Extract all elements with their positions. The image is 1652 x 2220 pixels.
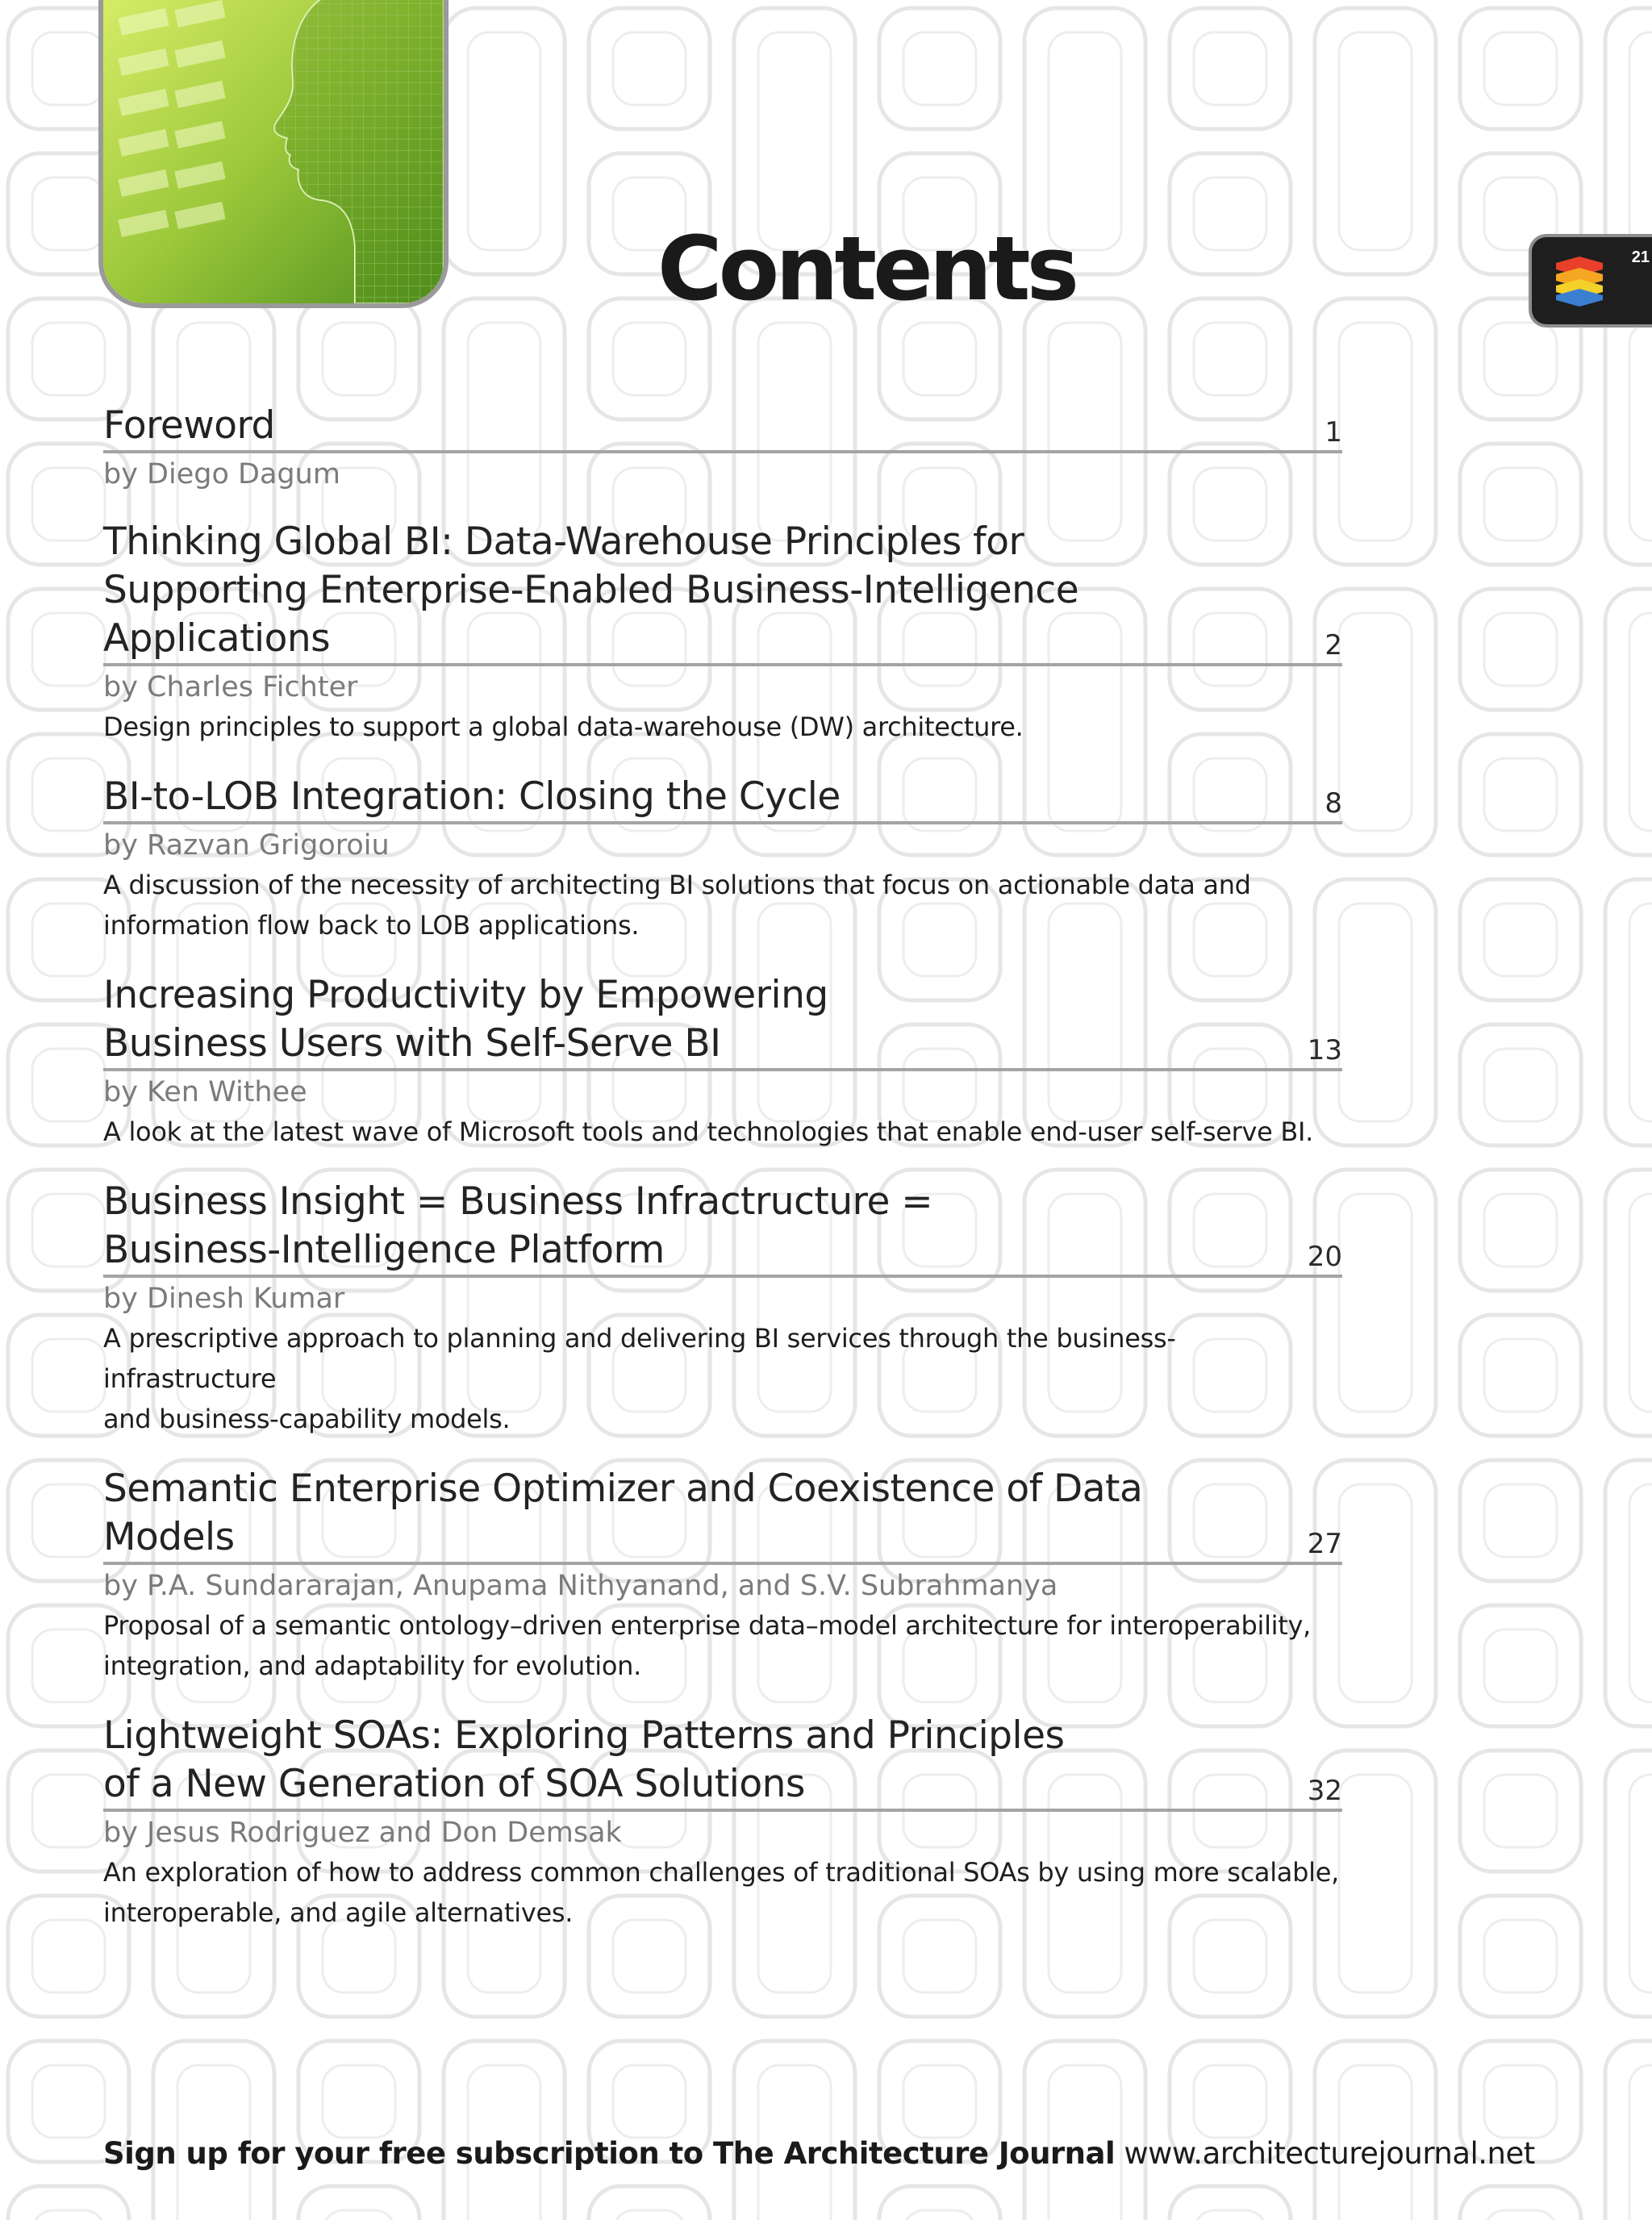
issue-number: 21 [1631, 248, 1650, 266]
toc-entry[interactable] [103, 518, 1342, 747]
toc-entry[interactable] [103, 773, 1342, 945]
article-byline: by Dinesh Kumar [103, 1283, 345, 1315]
toc-heading-row [103, 1712, 1342, 1812]
footer [103, 2136, 1535, 2171]
toc-entry[interactable] [103, 971, 1342, 1152]
article-title[interactable]: Business Insight = Business Infractructure = Business-Intelligence Platform [103, 1179, 933, 1272]
article-byline: by Ken Withee [103, 1076, 307, 1108]
page-number: 8 [1325, 787, 1342, 820]
article-byline: by Charles Fichter [103, 671, 358, 703]
page-number: 27 [1307, 1528, 1342, 1560]
toc-heading-row [103, 1465, 1342, 1565]
article-byline: by Razvan Grigoroiu [103, 829, 390, 862]
toc-entry[interactable] [103, 1178, 1342, 1439]
toc-heading-row [103, 1178, 1342, 1278]
toc-entry[interactable] [103, 402, 1342, 492]
article-byline: by P.A. Sundararajan, Anupama Nithyanand, and S.V. Subrahmanya [103, 1570, 1058, 1602]
page-number: 20 [1307, 1241, 1342, 1273]
article-description: An exploration of how to address common challenges of traditional SOAs by using more scalable, interoperable, and agile alternatives. [103, 1857, 1339, 1928]
article-description: Design principles to support a global data-warehouse (DW) architecture. [103, 711, 1024, 742]
article-title[interactable]: Semantic Enterprise Optimizer and Coexistence of Data Models [103, 1467, 1143, 1559]
website-link[interactable]: www.architecturejournal.net [1124, 2136, 1535, 2171]
article-description: Proposal of a semantic ontology–driven enterprise data–model architecture for interoperability, integration, and adaptability for evolution. [103, 1610, 1312, 1681]
page-number: 32 [1307, 1775, 1342, 1807]
article-title[interactable]: Thinking Global BI: Data-Warehouse Principles for Supporting Enterprise-Enabled Business-Intelligence Applications [103, 520, 1079, 661]
article-byline: by Diego Dagum [103, 458, 340, 490]
article-title[interactable]: Foreword [103, 403, 275, 448]
subscription-cta: Sign up for your free subscription to The Architecture Journal [103, 2136, 1116, 2171]
article-title[interactable]: Lightweight SOAs: Exploring Patterns and Principles of a New Generation of SOA Solutions [103, 1713, 1065, 1806]
page-number: 2 [1325, 629, 1342, 661]
page-number: 1 [1325, 416, 1342, 449]
table-of-contents [103, 402, 1342, 1959]
article-description: A discussion of the necessity of architecting BI solutions that focus on actionable data and information flow back to LOB applications. [103, 870, 1251, 941]
article-title[interactable]: Increasing Productivity by Empowering Business Users with Self-Serve BI [103, 973, 828, 1066]
page-number: 13 [1307, 1034, 1342, 1066]
article-description: A prescriptive approach to planning and delivering BI services through the business-infrastructure and business-capability models. [103, 1323, 1176, 1434]
toc-entry[interactable] [103, 1465, 1342, 1686]
toc-entry[interactable] [103, 1712, 1342, 1933]
page-title: Contents [657, 217, 1076, 320]
toc-heading-row [103, 773, 1342, 824]
toc-heading-row [103, 518, 1342, 666]
article-description: A look at the latest wave of Microsoft tools and technologies that enable end-user self-serve BI. [103, 1116, 1314, 1147]
article-title[interactable]: BI-to-LOB Integration: Closing the Cycle [103, 774, 841, 819]
toc-heading-row [103, 402, 1342, 453]
toc-heading-row [103, 971, 1342, 1071]
article-byline: by Jesus Rodriguez and Don Demsak [103, 1817, 622, 1849]
